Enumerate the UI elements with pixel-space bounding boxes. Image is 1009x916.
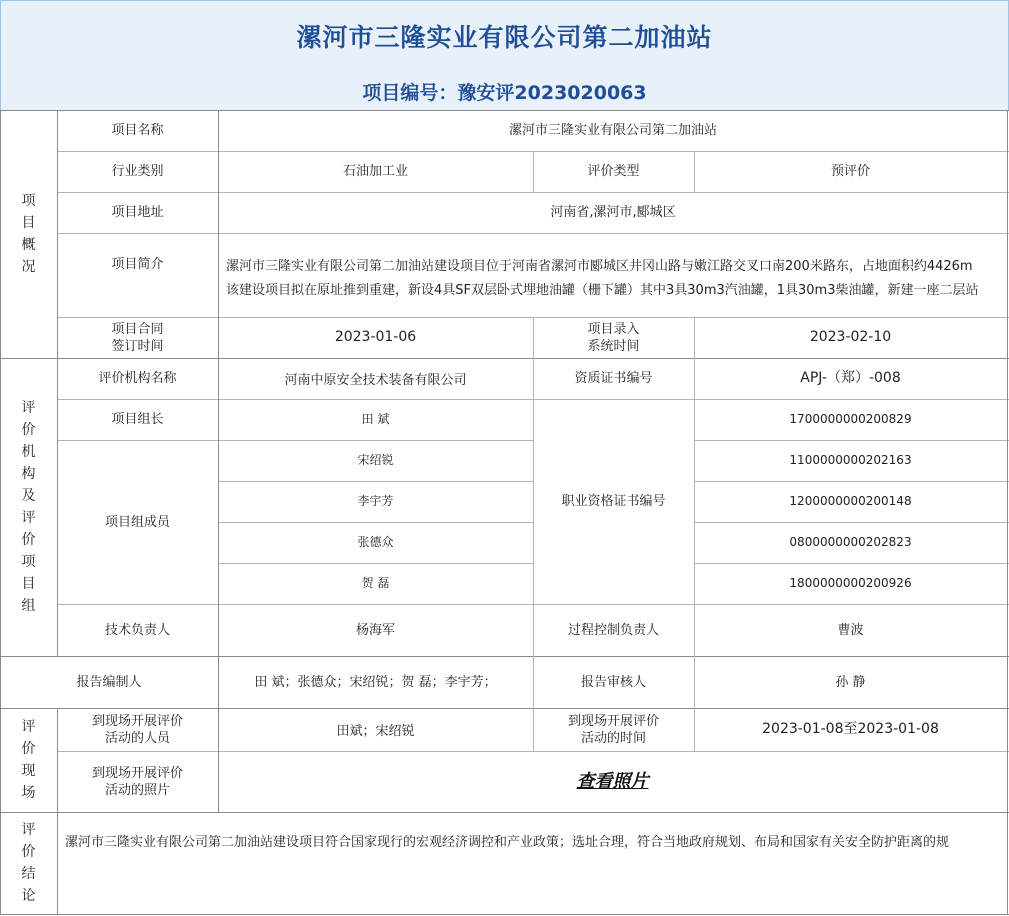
overview-section-label: 项 目 概 况 — [21, 193, 36, 275]
report-reviewer-value: 孙 静 — [835, 674, 866, 690]
process-lead-label: 过程控制负责人 — [567, 622, 659, 638]
member-cert: 1100000000202163 — [789, 453, 912, 467]
member-name: 宋绍锐 — [357, 453, 394, 467]
entry-date-value: 2023-02-10 — [809, 329, 892, 345]
site-photo-label: 到现场开展评价 活动的照片 — [91, 765, 183, 798]
project-name-label: 项目名称 — [111, 123, 164, 138]
industry-value: 石油加工业 — [342, 164, 408, 179]
site-photo-cell — [218, 751, 1007, 812]
site-time-label: 到现场开展评价 活动的时间 — [567, 713, 659, 746]
qualification-cert-label: 职业资格证书编号 — [561, 494, 666, 509]
org-name-value: 河南中原安全技术装备有限公司 — [284, 373, 467, 388]
report-author-value: 田 斌；张德众；宋绍锐；贺 磊；李宇芳； — [254, 674, 497, 690]
project-code-value: 豫安评2023020063 — [457, 82, 647, 104]
project-code-label: 项目编号： — [362, 82, 458, 104]
project-name-value: 漯河市三隆实业有限公司第二加油站 — [508, 123, 717, 138]
member-cert: 1200000000200148 — [789, 494, 912, 508]
site-section-label: 评 价 现 场 — [21, 719, 36, 801]
eval-type-value: 预评价 — [830, 164, 870, 179]
eval-type-label: 评价类型 — [587, 164, 640, 179]
member-name: 李宇芳 — [357, 494, 394, 508]
cert-no-label: 资质证书编号 — [574, 371, 653, 386]
tech-lead-label: 技术负责人 — [104, 622, 170, 638]
process-lead-value: 曹波 — [837, 622, 864, 638]
conclusion-section-label: 评 价 结 论 — [21, 822, 36, 904]
intro-line-1: 漯河市三隆实业有限公司第二加油站建设项目位于河南省漯河市郾城区井冈山路与嫩江路交叉口南200米路东，占地面积约4426m — [226, 259, 973, 274]
intro-label: 项目简介 — [111, 257, 164, 272]
report-reviewer-label: 报告审核人 — [580, 674, 646, 690]
members-label: 项目组成员 — [104, 514, 170, 530]
leader-name: 田 斌 — [361, 412, 390, 426]
member-cert: 1800000000200926 — [789, 576, 912, 590]
contract-date-value: 2023-01-06 — [334, 329, 417, 345]
member-cert: 0800000000202823 — [789, 535, 912, 549]
member-name: 贺 磊 — [361, 576, 390, 590]
address-label: 项目地址 — [111, 205, 164, 220]
org-name-label: 评价机构名称 — [98, 371, 177, 386]
intro-text — [218, 233, 1007, 317]
member-name: 张德众 — [357, 535, 394, 549]
industry-label: 行业类别 — [111, 164, 164, 179]
site-time-value: 2023-01-08至2023-01-08 — [762, 721, 939, 737]
tech-lead-value: 杨海军 — [355, 622, 395, 638]
page-title: 漯河市三隆实业有限公司第二加油站 — [296, 23, 713, 52]
contract-date-label: 项目合同 签订时间 — [111, 321, 164, 354]
project-code — [0, 78, 1009, 105]
agency-section-label: 评 价 机 构 及 评 价 项 目 组 — [21, 400, 36, 614]
conclusion-text: 漯河市三隆实业有限公司第二加油站建设项目符合国家现行的宏观经济调控和产业政策；选址合理，符合当地政府规划、布局和国家有关安全防护距离的规 — [65, 835, 950, 850]
view-photos-link[interactable]: 查看照片 — [576, 771, 649, 792]
entry-date-label: 项目录入 系统时间 — [587, 321, 640, 354]
leader-label: 项目组长 — [111, 412, 164, 427]
report-author-label: 报告编制人 — [76, 674, 142, 690]
leader-cert: 1700000000200829 — [789, 412, 912, 426]
address-value: 河南省,漯河市,郾城区 — [550, 205, 676, 220]
site-people-value: 田斌；宋绍锐 — [336, 724, 415, 739]
intro-line-2: 该建设项目拟在原址推到重建，新设4具SF双层卧式埋地油罐（栅下罐）其中3具30m3汽油罐，1具30m3柴油罐，新建一座二层站 — [226, 283, 979, 298]
cert-no-value: APJ-（郑）-008 — [800, 370, 901, 386]
site-people-label: 到现场开展评价 活动的人员 — [91, 713, 183, 746]
